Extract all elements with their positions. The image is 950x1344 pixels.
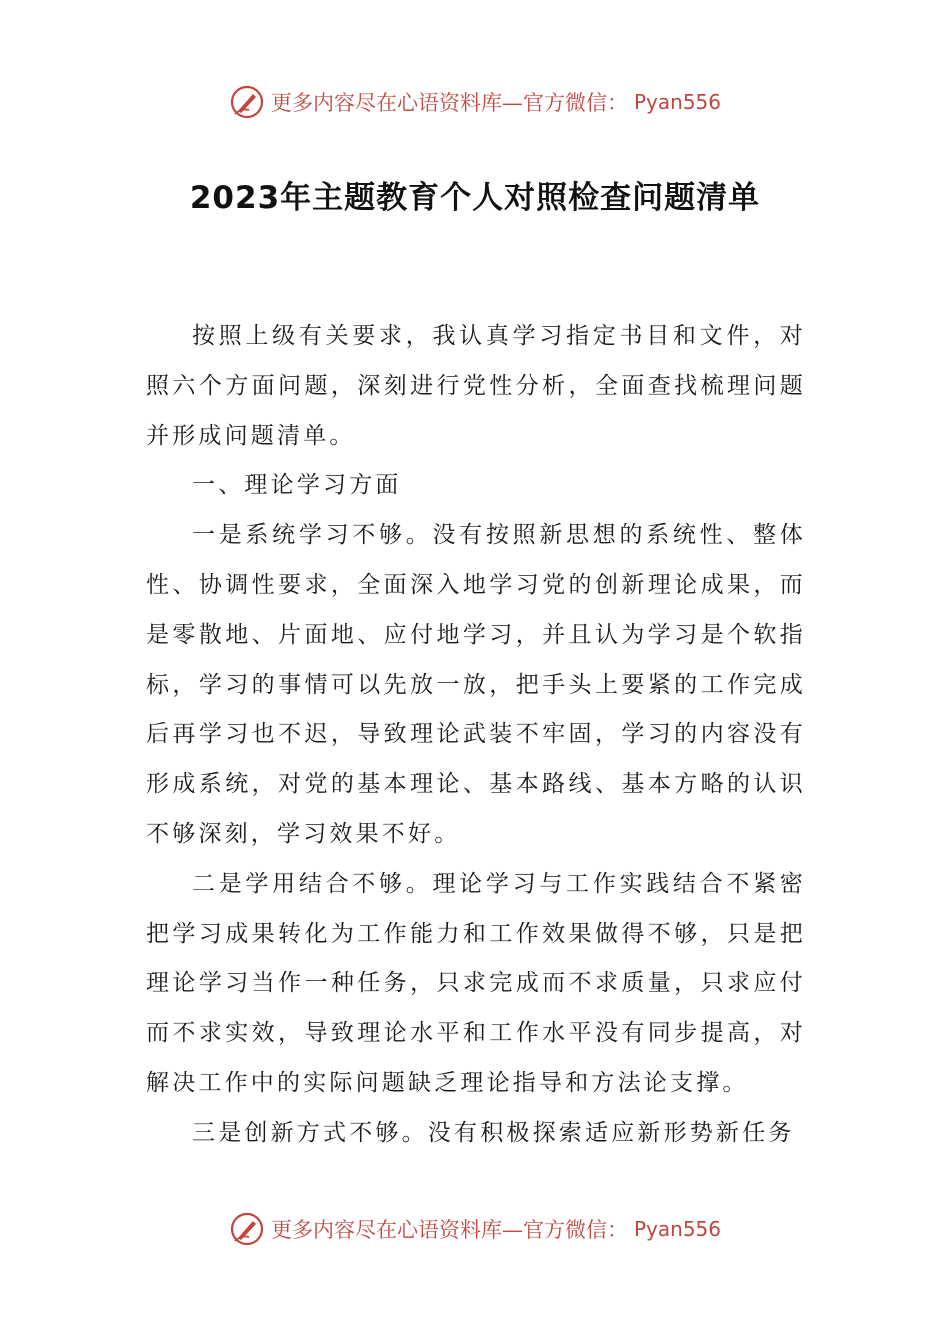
paragraph-intro: 按照上级有关要求，我认真学习指定书目和文件，对照六个方面问题，深刻进行党性分析，全面查找梳理问题并形成问题清单。: [146, 323, 806, 449]
document-title: 2023年主题教育个人对照检查问题清单: [189, 180, 761, 216]
banner-text: 更多内容尽在心语资料库—官方微信：: [270, 1218, 628, 1242]
paragraph-point-2: 二是学用结合不够。理论学习与工作实践结合不紧密把学习成果转化为工作能力和工作效果做得不够，只是把理论学习当作一种任务，只求完成而不求质量，只求应付而不求实效，导致理论水平和工作水平没有同步提高，对解决工作中的实际问题缺乏理论指导和方法论支撑。: [146, 870, 806, 1096]
banner-wechat-id: Pyan556: [633, 90, 721, 114]
banner-text: 更多内容尽在心语资料库—官方微信：: [270, 91, 628, 115]
paragraph-point-3: 三是创新方式不够。没有积极探索适应新形势新任务: [192, 1119, 795, 1146]
banner-wechat-id: Pyan556: [633, 1217, 721, 1241]
document-body: [146, 312, 806, 1159]
pen-logo-icon: [229, 1211, 265, 1247]
pen-logo-icon: [229, 84, 265, 120]
footer-watermark-banner: [0, 1211, 950, 1247]
header-watermark-banner: [0, 84, 950, 120]
section-heading: 一、理论学习方面: [192, 472, 402, 499]
paragraph-point-1: 一是系统学习不够。没有按照新思想的系统性、整体性、协调性要求，全面深入地学习党的创新理论成果，而是零散地、片面地、应付地学习，并且认为学习是个软指标，学习的事情可以先放一放，把手头上要紧的工作完成后再学习也不迟，导致理论武装不牢固，学习的内容没有形成系统，对党的基本理论、基本路线、基本方略的认识不够深刻，学习效果不好。: [146, 522, 806, 847]
